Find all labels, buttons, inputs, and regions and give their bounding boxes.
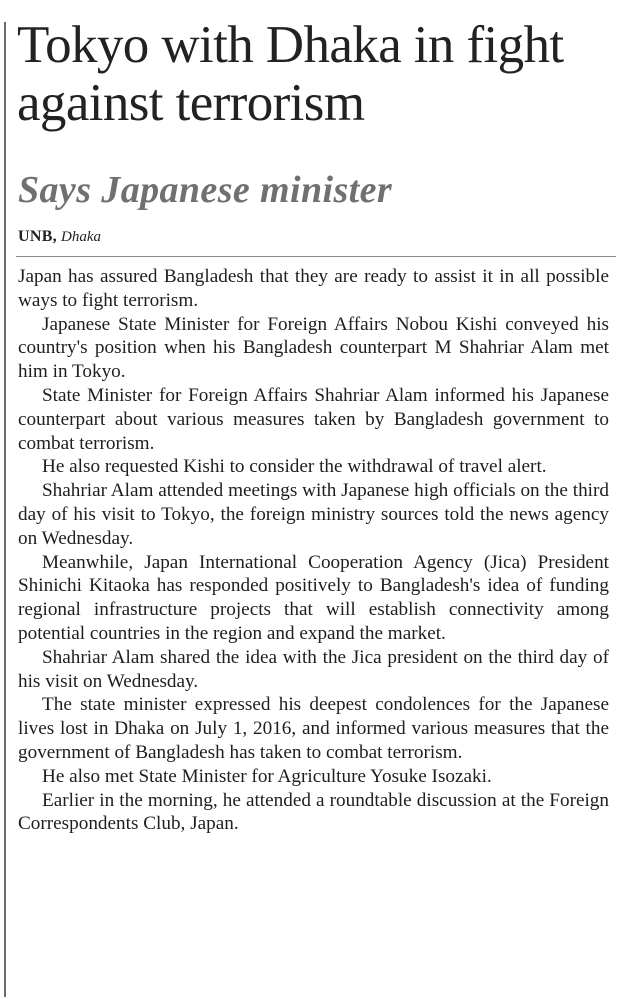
article-paragraph: Japan has assured Bangladesh that they are ready to assist it in all possible ways to fight terrorism. — [18, 266, 609, 311]
byline-divider — [16, 256, 616, 257]
article-paragraph: Shahriar Alam shared the idea with the Jica president on the third day of his visit on Wednesday. — [18, 646, 609, 692]
article-paragraph: State Minister for Foreign Affairs Shahriar Alam informed his Japanese counterpart about various measures taken by Bangladesh government to combat terrorism. — [18, 384, 609, 454]
article-paragraph: Meanwhile, Japan International Cooperation Agency (Jica) President Shinichi Kitaoka has responded positively to Bangladesh's idea of funding regional infrastructure projects that will establish connectivity among potential countries in the region and expand the market. — [18, 551, 609, 644]
article-paragraph: Shahriar Alam attended meetings with Japanese high officials on the third day of his visit to Tokyo, the foreign ministry sources told the news agency on Wednesday. — [18, 480, 609, 549]
article-body — [18, 265, 609, 836]
article-paragraph: Japanese State Minister for Foreign Affairs Nobou Kishi conveyed his country's position when his Bangladesh counterpart M Shahriar Alam met him in Tokyo. — [18, 313, 609, 383]
column-rule — [4, 22, 6, 997]
article-paragraph: Earlier in the morning, he attended a roundtable discussion at the Foreign Correspondents Club, Japan. — [18, 789, 609, 835]
article-paragraph: The state minister expressed his deepest condolences for the Japanese lives lost in Dhaka on July 1, 2016, and informed various measures that the government of Bangladesh has taken to combat terrorism. — [18, 694, 609, 763]
article-paragraph: He also met State Minister for Agriculture Yosuke Isozaki. — [42, 765, 492, 787]
byline-location: Dhaka — [60, 229, 101, 245]
article-paragraph: He also requested Kishi to consider the withdrawal of travel alert. — [42, 456, 547, 478]
byline — [18, 227, 101, 247]
subheadline: Says Japanese minister — [18, 169, 393, 211]
byline-agency: UNB, — [18, 228, 57, 245]
headline: Tokyo with Dhaka in fight against terrorism — [17, 16, 564, 132]
